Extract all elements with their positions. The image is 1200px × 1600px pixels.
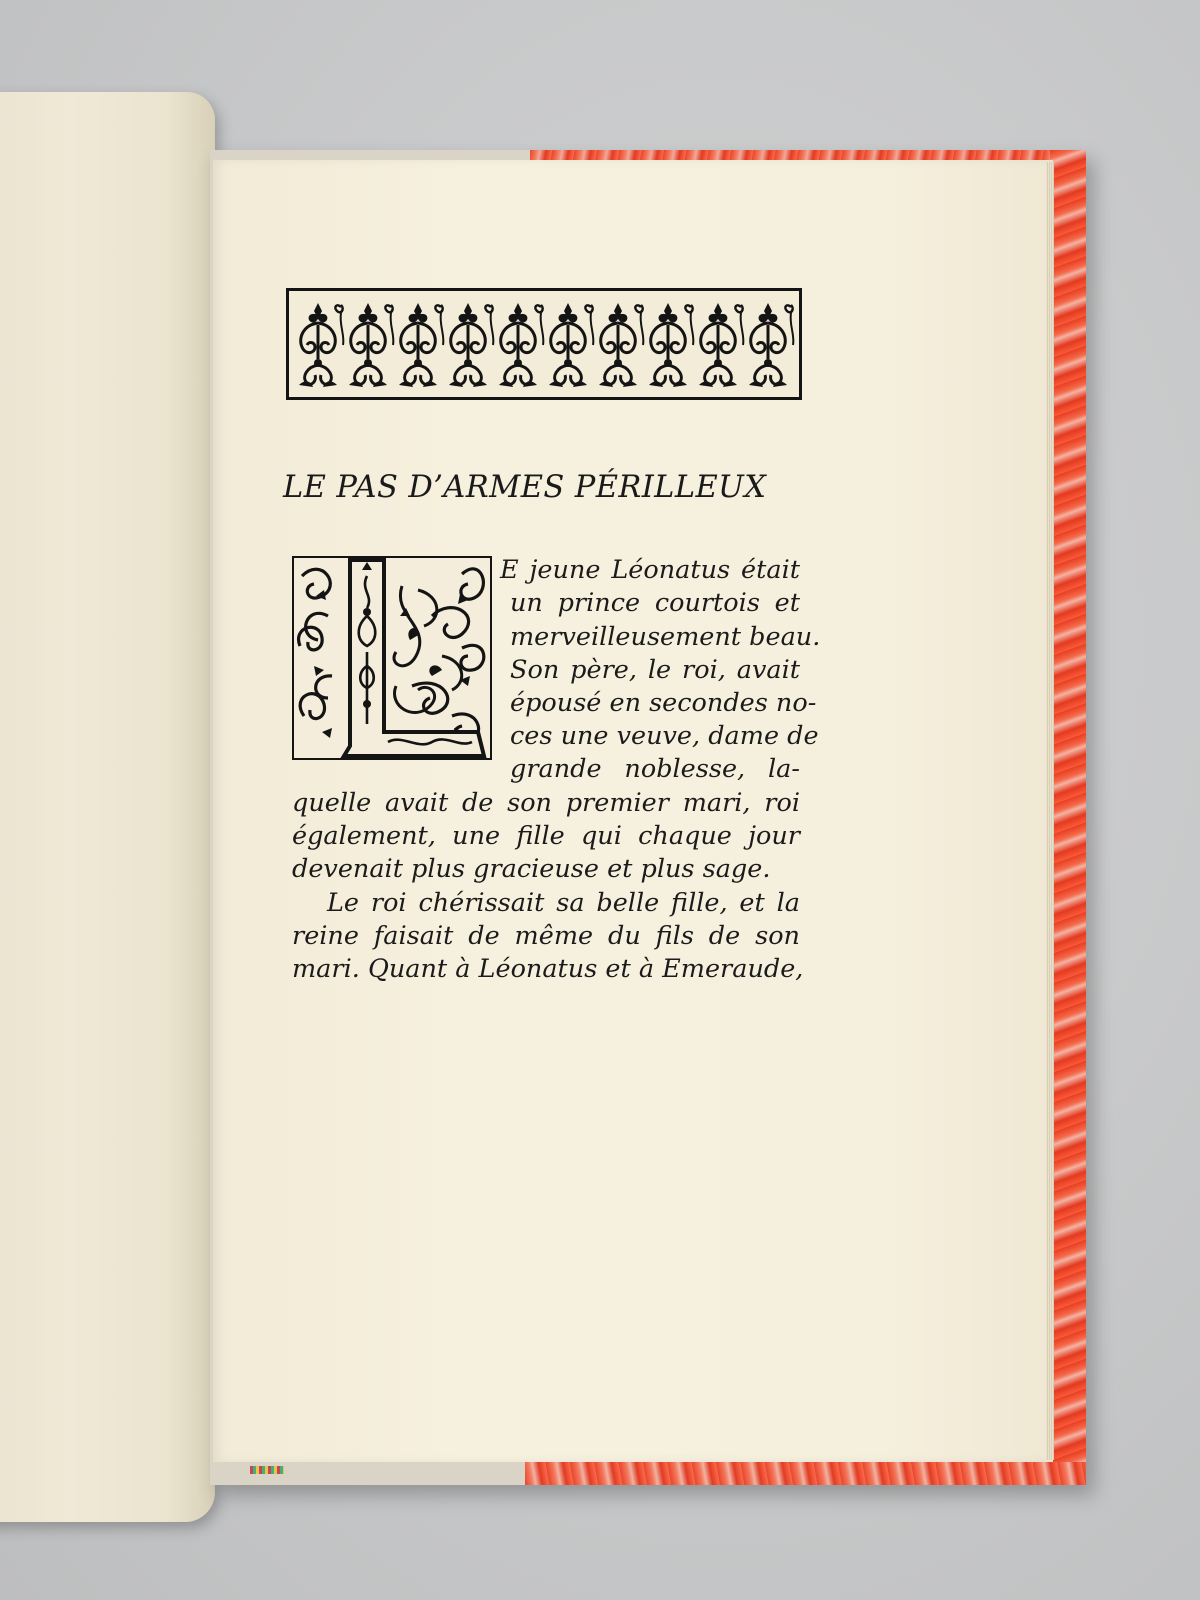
text-line: merveilleusement beau. [510,622,821,652]
text-line: épousé en secondes no- [510,688,817,718]
text-line: mari. Quant à Léonatus et à Emeraude, [292,954,804,984]
text-line: Le roi chérissait sa belle fille, et la [327,888,800,918]
text-line: également, une fille qui chaque jour [292,821,800,851]
chapter-title: LE PAS D’ARMES PÉRILLEUX [283,470,767,505]
text-line: un prince courtois et [510,588,800,618]
text-line: ces une veuve, dame de [510,721,819,751]
left-facing-page [0,92,215,1522]
drop-cap-l-icon [292,556,492,760]
text-line: reine faisait de même du fils de son [292,921,800,951]
text-line: E jeune Léonatus était [500,555,800,585]
marbled-endpaper-bottom [525,1462,1086,1485]
page-fore-edge [1046,162,1054,1460]
text-line: grande noblesse, la- [510,754,800,784]
ornamental-drop-cap [292,556,492,760]
text-line: quelle avait de son premier mari, roi [292,788,800,818]
marbled-endpaper-right [1050,150,1086,1485]
ornamental-headpiece [286,288,802,400]
bookmark-ribbon [250,1466,284,1474]
headpiece-ornament-icon [293,295,795,393]
text-line: devenait plus gracieuse et plus sage. [292,854,771,884]
text-line: Son père, le roi, avait [510,655,800,685]
